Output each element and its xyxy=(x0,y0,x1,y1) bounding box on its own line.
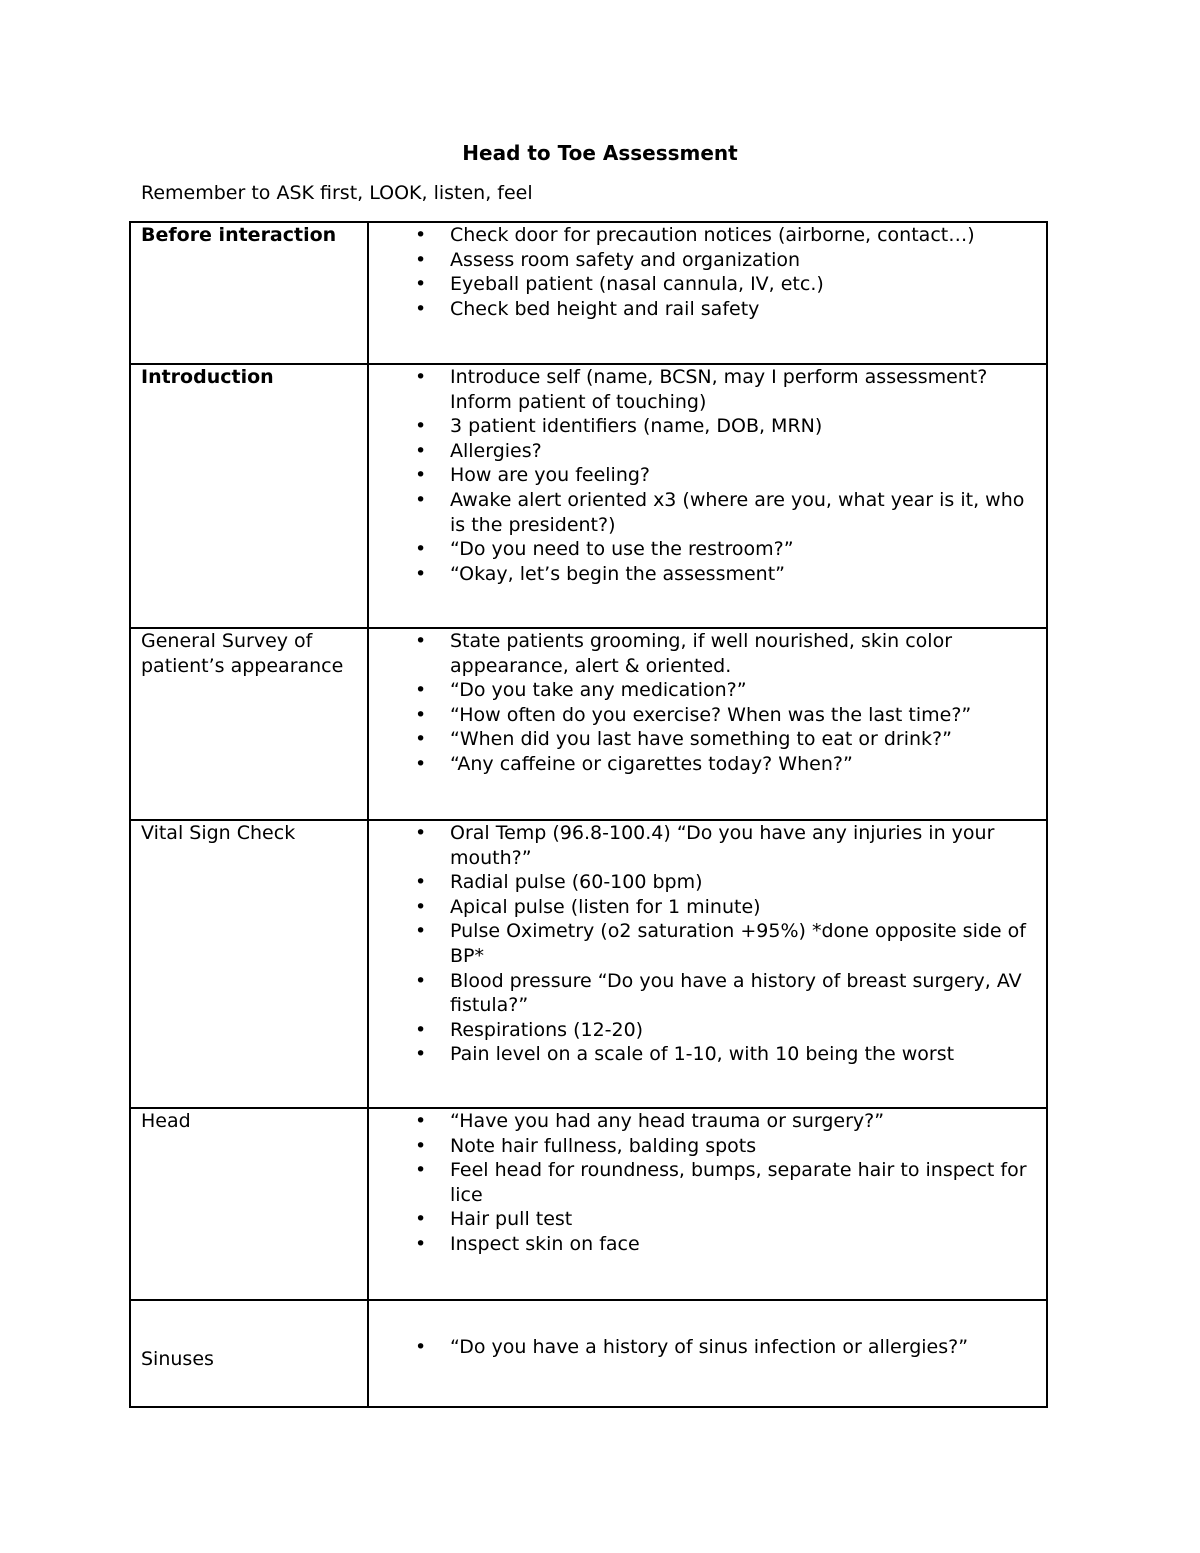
list-item: • State patients grooming, if well nourished, skin color appearance, alert & oriented. xyxy=(450,629,1034,678)
row-label-cell xyxy=(130,1108,368,1300)
row-items-cell xyxy=(368,1300,1047,1407)
bullet-list xyxy=(369,1335,1034,1360)
bullet-list xyxy=(369,821,1034,1067)
list-item: • “Okay, let’s begin the assessment” xyxy=(450,562,1034,587)
list-item: • “Do you have a history of sinus infection or allergies?” xyxy=(450,1335,1034,1360)
list-item: • Apical pulse (listen for 1 minute) xyxy=(450,895,1034,920)
row-items-cell xyxy=(368,820,1047,1108)
table-row xyxy=(130,222,1047,364)
list-item: • 3 patient identifiers (name, DOB, MRN) xyxy=(450,414,1034,439)
row-label: Head xyxy=(141,1110,191,1132)
list-item: • Pain level on a scale of 1-10, with 10 being the worst xyxy=(450,1042,1034,1067)
list-item: • Feel head for roundness, bumps, separate hair to inspect for lice xyxy=(450,1158,1034,1207)
row-label: Vital Sign Check xyxy=(141,822,296,844)
list-item: • Oral Temp (96.8-100.4) “Do you have any injuries in your mouth?” xyxy=(450,821,1034,870)
row-label-cell xyxy=(130,628,368,820)
row-label-cell xyxy=(130,1300,368,1407)
list-item: • Check bed height and rail safety xyxy=(450,297,1034,322)
list-item: • “How often do you exercise? When was the last time?” xyxy=(450,703,1034,728)
table-row xyxy=(130,820,1047,1108)
list-item: • “Do you need to use the restroom?” xyxy=(450,537,1034,562)
assessment-table xyxy=(129,221,1048,1408)
table-row xyxy=(130,1108,1047,1300)
table-row xyxy=(130,364,1047,628)
document-title: Head to Toe Assessment xyxy=(462,141,738,165)
row-label: Introduction xyxy=(141,366,274,388)
list-item: • Respirations (12-20) xyxy=(450,1018,1034,1043)
row-label: Sinuses xyxy=(141,1348,214,1371)
list-item: • Introduce self (name, BCSN, may I perform assessment? Inform patient of touching) xyxy=(450,365,1034,414)
row-label-cell xyxy=(130,364,368,628)
bullet-list xyxy=(369,629,1034,777)
row-label-cell xyxy=(130,820,368,1108)
list-item: • “When did you last have something to eat or drink?” xyxy=(450,727,1034,752)
list-item: • Hair pull test xyxy=(450,1207,1034,1232)
list-item: • Awake alert oriented x3 (where are you, what year is it, who is the president?) xyxy=(450,488,1034,537)
list-item: • “Any caffeine or cigarettes today? When?” xyxy=(450,752,1034,777)
list-item: • “Do you take any medication?” xyxy=(450,678,1034,703)
row-items-cell xyxy=(368,628,1047,820)
list-item: • Assess room safety and organization xyxy=(450,248,1034,273)
row-label: General Survey of patient’s appearance xyxy=(141,630,344,677)
row-label: Before interaction xyxy=(141,224,337,246)
list-item: • Allergies? xyxy=(450,439,1034,464)
row-items-cell xyxy=(368,1108,1047,1300)
table-row xyxy=(130,628,1047,820)
bullet-list xyxy=(369,365,1034,586)
list-item: • Radial pulse (60-100 bpm) xyxy=(450,870,1034,895)
list-item: • “Have you had any head trauma or surgery?” xyxy=(450,1109,1034,1134)
list-item: • Pulse Oximetry (o2 saturation +95%) *done opposite side of BP* xyxy=(450,919,1034,968)
bullet-list xyxy=(369,223,1034,321)
list-item: • Eyeball patient (nasal cannula, IV, etc.) xyxy=(450,272,1034,297)
table-row xyxy=(130,1300,1047,1407)
list-item: • Blood pressure “Do you have a history of breast surgery, AV fistula?” xyxy=(450,969,1034,1018)
row-items-cell xyxy=(368,364,1047,628)
list-item: • How are you feeling? xyxy=(450,463,1034,488)
document-subtitle: Remember to ASK first, LOOK, listen, feel xyxy=(141,182,533,204)
row-items-cell xyxy=(368,222,1047,364)
list-item: • Check door for precaution notices (airborne, contact…) xyxy=(450,223,1034,248)
list-item: • Inspect skin on face xyxy=(450,1232,1034,1257)
bullet-list xyxy=(369,1109,1034,1257)
list-item: • Note hair fullness, balding spots xyxy=(450,1134,1034,1159)
row-label-cell xyxy=(130,222,368,364)
